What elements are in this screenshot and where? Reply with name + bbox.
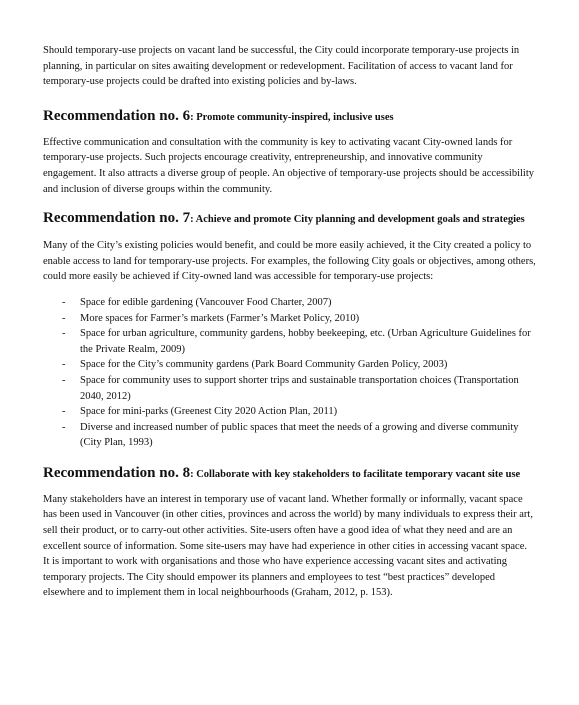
document-page bbox=[43, 43, 536, 601]
recommendation-8-number: Recommendation no. 8 bbox=[43, 464, 191, 481]
intro-paragraph: Should temporary-use projects on vacant land be successful, the City could incorporate temporary-use projects in planning, in particular on sites awaiting development or redevelopment. Facilitation of access to vacant land for temporary-use projects could be drafted into existing policies and by-laws. bbox=[43, 45, 520, 88]
bullet-dash: - bbox=[62, 359, 66, 371]
bullet-dash: - bbox=[62, 312, 66, 324]
recommendation-7-heading bbox=[43, 206, 536, 229]
list-item-text: Space for urban agriculture, community gardens, hobby beekeeping, etc. (Urban Agriculture Guidelines for the Private Realm, 2009) bbox=[80, 328, 531, 355]
list-item-text: More spaces for Farmer’s markets (Farmer’s Market Policy, 2010) bbox=[80, 312, 360, 324]
list-item bbox=[43, 295, 536, 311]
list-item-text: Space for mini-parks (Greenest City 2020 Action Plan, 2011) bbox=[80, 406, 338, 418]
recommendation-6-body: Effective communication and consultation with the community is key to activating vacant City-owned lands for temporary-use projects. Such projects encourage creativity, entrepreneurship, and innovative community engagement. It also attracts a diverse group of people. An objective of temporary-use projects should be accessibility and inclusion of diverse groups within the community. bbox=[43, 136, 535, 195]
list-item bbox=[43, 373, 536, 404]
list-item-text: Space for the City’s community gardens (Park Board Community Garden Policy, 2003) bbox=[80, 359, 448, 371]
list-item-text: Diverse and increased number of public spaces that meet the needs of a growing and diverse community (City Plan, 1993) bbox=[80, 421, 519, 449]
bullet-dash: - bbox=[62, 328, 66, 340]
city-goals-list bbox=[43, 295, 536, 451]
list-item bbox=[43, 420, 536, 451]
recommendation-6-title: : Promote community-inspired, inclusive uses bbox=[190, 111, 394, 123]
list-item bbox=[43, 357, 536, 373]
recommendation-8-title: : Collaborate with key stakeholders to facilitate temporary vacant site use bbox=[190, 468, 521, 480]
recommendation-7-number: Recommendation no. 7 bbox=[43, 210, 191, 227]
recommendation-7-title: : Achieve and promote City planning and development goals and strategies bbox=[190, 214, 525, 226]
recommendation-8-heading bbox=[43, 461, 536, 484]
list-item bbox=[43, 326, 536, 357]
recommendation-7-body: Many of the City’s existing policies would benefit, and could be more easily achieved, it the City created a policy to enable access to land for temporary-use projects. For examples, the following City goals or objectives, among others, could more easily be achieved if City-owned land was accessible for temporary-use projects: bbox=[43, 240, 536, 283]
recommendation-6-number: Recommendation no. 6 bbox=[43, 107, 191, 124]
bullet-dash: - bbox=[62, 374, 66, 386]
recommendation-8-body: Many stakeholders have an interest in temporary use of vacant land. Whether formally or informally, vacant space has been used in Vancouver (in other cities, provinces and across the world) by many individuals to express their art, sell their product, or to carry-out other activities. Site-users often have a good idea of what they need and are an excellent source of information. Some site-users may have had experience in other cities in accessing vacant space. It is important to work with organisations and those who have experience accessing vacant sites and activating temporary projects. The City should empower its planners and employees to test “best practices” developed elsewhere and to implement them in local neighbourhoods (Graham, 2012, p. 153). bbox=[43, 493, 533, 599]
bullet-dash: - bbox=[62, 421, 66, 433]
list-item bbox=[43, 311, 536, 327]
bullet-dash: - bbox=[62, 296, 66, 308]
list-item-text: Space for edible gardening (Vancouver Food Charter, 2007) bbox=[80, 296, 332, 308]
recommendation-6-heading bbox=[43, 104, 536, 127]
list-item-text: Space for community uses to support shorter trips and sustainable transportation choices (Transportation 2040, 2012) bbox=[80, 374, 519, 402]
bullet-dash: - bbox=[62, 406, 66, 418]
list-item bbox=[43, 404, 536, 420]
